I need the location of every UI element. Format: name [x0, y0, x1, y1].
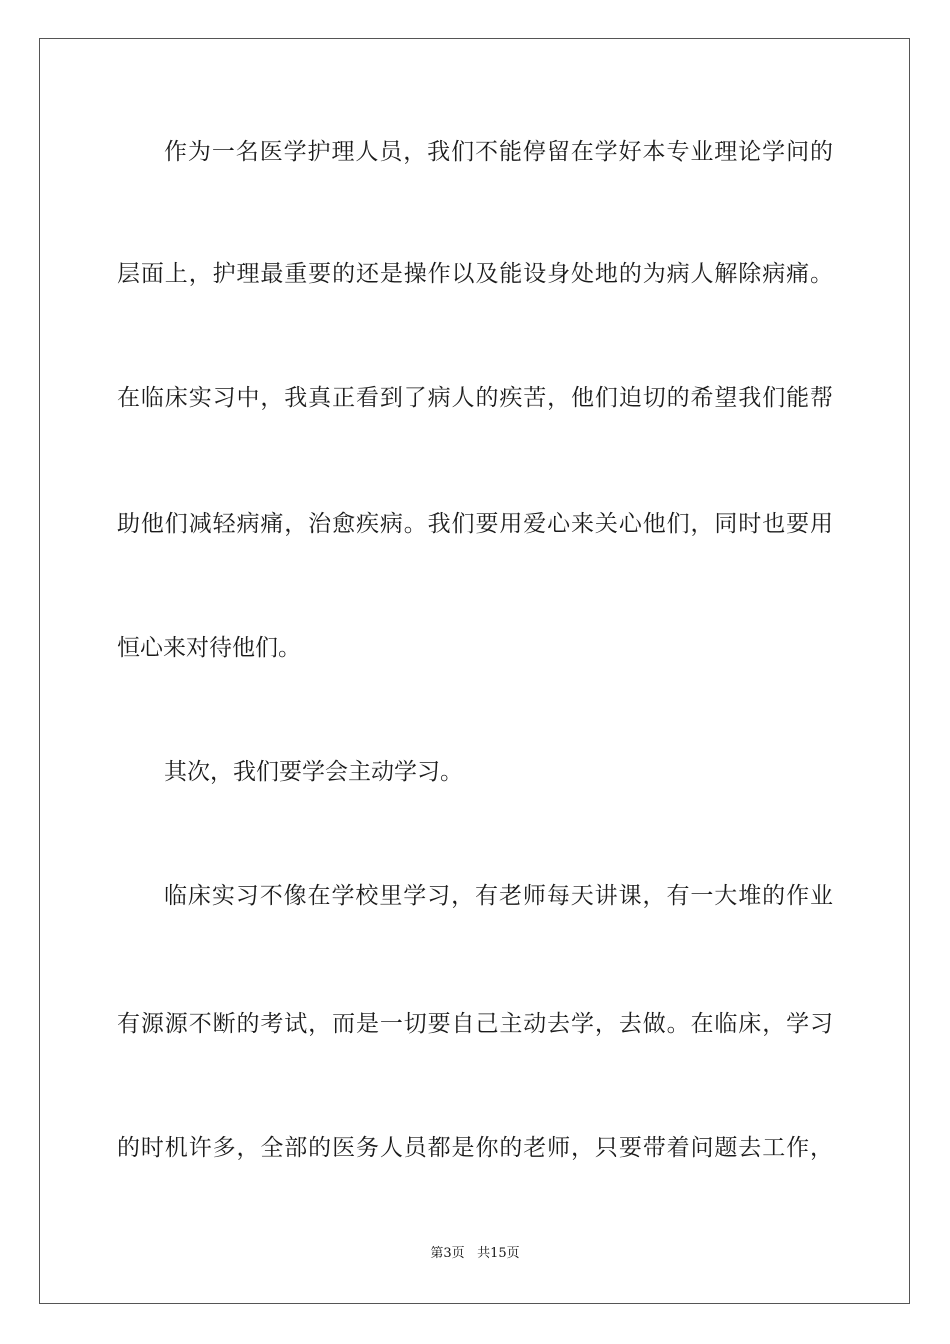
paragraph-line: 临床实习不像在学校里学习，有老师每天讲课，有一大堆的作业 — [164, 883, 833, 909]
page-footer — [0, 1246, 950, 1262]
paragraph-line: 助他们减轻病痛，治愈疾病。我们要用爱心来关心他们，同时也要用 — [117, 511, 833, 537]
page-number: 第3页 — [430, 1246, 465, 1261]
paragraph-line: 作为一名医学护理人员，我们不能停留在学好本专业理论学问的 — [164, 139, 833, 165]
paragraph-line: 其次，我们要学会主动学习。 — [164, 759, 463, 785]
paragraph-line: 层面上，护理最重要的还是操作以及能设身处地的为病人解除病痛。 — [117, 261, 833, 287]
paragraph-line: 恒心来对待他们。 — [117, 635, 301, 661]
paragraph-line: 的时机许多，全部的医务人员都是你的老师，只要带着问题去工作， — [117, 1135, 833, 1161]
page-total: 共15页 — [477, 1246, 520, 1261]
paragraph-line: 在临床实习中，我真正看到了病人的疾苦，他们迫切的希望我们能帮 — [117, 385, 833, 411]
paragraph-line: 有源源不断的考试，而是一切要自己主动去学，去做。在临床，学习 — [117, 1011, 833, 1037]
page-frame — [39, 38, 910, 1304]
